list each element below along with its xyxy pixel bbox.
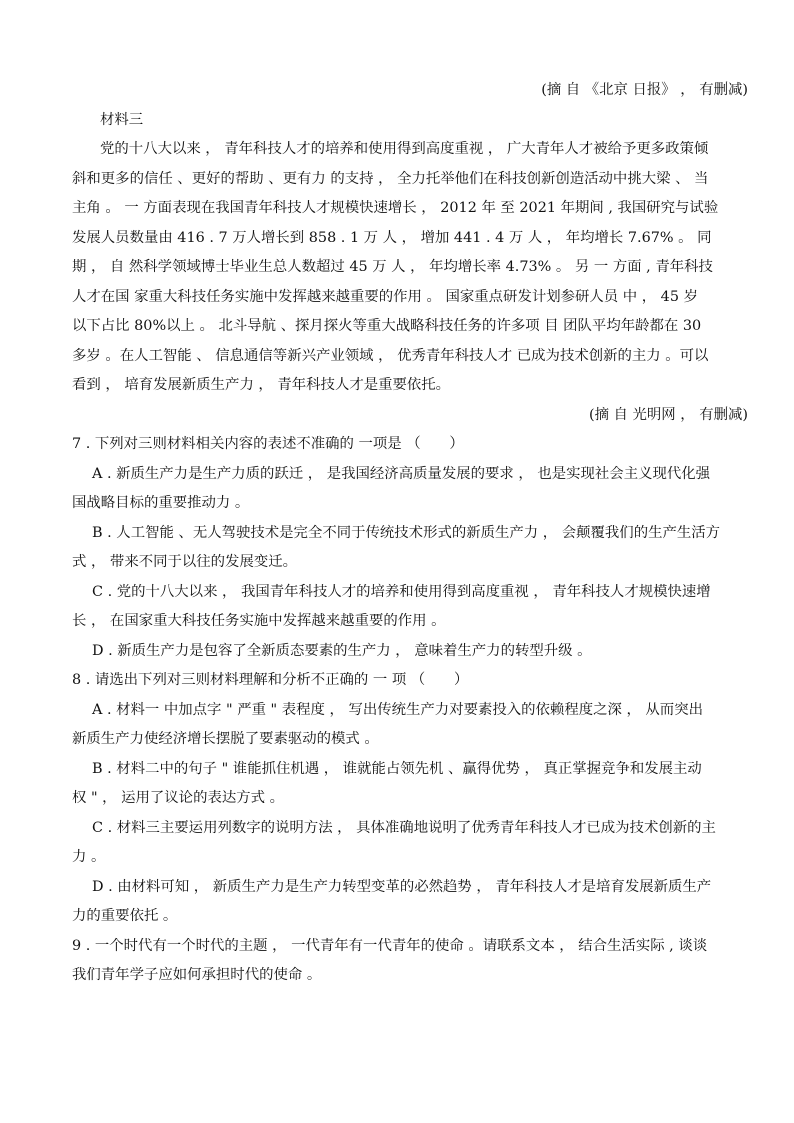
question-7-option-a: A . 新质生产力是生产力质的跃迁 ， 是我国经济高质量发展的要求 ， 也是实现社会主义现代化强 <box>92 465 711 482</box>
material3-line: 主角 。 一 方面表现在我国青年科技人才规模快速增长 ， 2012 年 至 2021 年期间 , 我国研究与试验 <box>72 200 719 216</box>
question-7-option-d: D . 新质生产力是包容了全新质态要素的生产力 ， 意味着生产力的转型升级 。 <box>92 642 592 659</box>
material3-line: 多岁 。在人工智能 、 信息通信等新兴产业领域 ， 优秀青年科技人才 已成为技术创新的主力 。可以 <box>72 347 709 364</box>
question-9-stem-cont: 我们青年学子应如何承担时代的使命 。 <box>72 967 322 983</box>
material2-source: (摘 自 《北京 日报》 ， 有删减) <box>541 82 748 98</box>
material3-line: 以下占比 80%以上 。 北斗导航 、探月探火等重大战略科技任务的许多项 目 团队平均年龄都在 30 <box>72 318 702 334</box>
question-7-option-c-cont: 长 ， 在国家重大科技任务实施中发挥越来越重要的作用 。 <box>72 613 446 629</box>
question-8-option-c: C . 材料三主要运用列数字的说明方法 ， 具体准确地说明了优秀青年科技人才已成为技术创新的主 <box>92 819 716 836</box>
material3-line: 看到 ， 培育发展新质生产力 ， 青年科技人才是重要依托。 <box>72 377 451 393</box>
question-8-option-c-cont: 力 。 <box>72 849 106 865</box>
question-8-option-a-cont: 新质生产力使经济增长摆脱了要素驱动的模式 。 <box>72 731 379 747</box>
question-7-stem: 7 . 下列对三则材料相关内容的表述不准确的 一项是 （ ） <box>72 436 464 452</box>
material3-line: 党的十八大以来 ， 青年科技人才的培养和使用得到高度重视 ， 广大青年人才被给予更多政策倾 <box>100 141 709 157</box>
question-7-option-c: C . 党的十八大以来 ， 我国青年科技人才的培养和使用得到高度重视 ， 青年科技人才规模快速增 <box>92 583 711 600</box>
question-7-option-a-cont: 国战略目标的重要推动力 。 <box>72 495 250 511</box>
question-7-option-b-cont: 式 ， 带来不同于以往的发展变迁。 <box>72 554 298 570</box>
material3-line: 发展人员数量由 416 . 7 万人增长到 858 . 1 万 人 ， 增加 441 . 4 万 人 ， 年均增长 7.67% 。 同 <box>72 229 712 246</box>
question-9-stem: 9 . 一个时代有一个时代的主题 ， 一代青年有一代青年的使命 。请联系文本 ， 结合生活实际 , 谈谈 <box>72 937 708 954</box>
question-8-option-a: A . 材料一 中加点字 " 严重 " 表程度 ， 写出传统生产力对要素投入的依赖程度之深 ， 从而突出 <box>92 701 703 718</box>
material3-line: 人才在国 家重大科技任务实施中发挥越来越重要的作用 。 国家重点研发计划参研人员 中 ， 45 岁 <box>72 288 698 305</box>
question-8-option-b-cont: 权 " ， 运用了议论的表达方式 。 <box>72 790 284 806</box>
question-7-option-b: B . 人工智能 、无人驾驶技术是完全不同于传统技术形式的新质生产力 ， 会颠覆我们的生产生活方 <box>92 524 721 541</box>
question-8-option-b: B . 材料二中的句子 " 谁能抓住机遇 ， 谁就能占领先机 、赢得优势 ， 真正掌握竞争和发展主动 <box>92 760 702 777</box>
exam-page <box>72 76 748 991</box>
question-8-option-d-cont: 力的重要依托 。 <box>72 908 178 924</box>
question-8-stem: 8 . 请选出下列对三则材料理解和分析不正确的 一 项 （ ） <box>72 672 469 688</box>
material3-source: (摘 自 光明网 ， 有删减) <box>588 406 748 423</box>
material3-line: 期 ， 自 然科学领域博士毕业生总人数超过 45 万 人 ， 年均增长率 4.73% 。 另 一 方面 , 青年科技 <box>72 259 713 275</box>
question-8-option-d: D . 由材料可知 ， 新质生产力是生产力转型变革的必然趋势 ， 青年科技人才是培育发展新质生产 <box>92 878 712 895</box>
material3-line: 斜和更多的信任 、更好的帮助 、更有力 的支持 ， 全力托举他们在科技创新创造活动中挑大梁 、 当 <box>72 170 709 187</box>
material3-heading: 材料三 <box>100 111 144 128</box>
